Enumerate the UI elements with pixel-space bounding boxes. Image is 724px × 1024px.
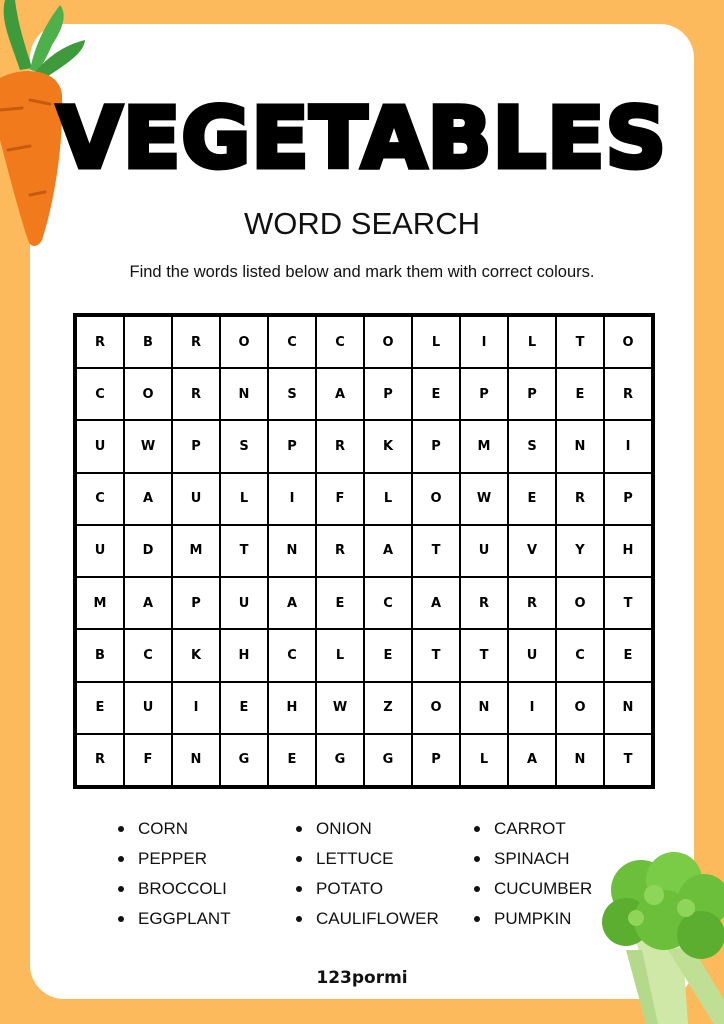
grid-cell[interactable]: F: [124, 734, 172, 786]
grid-cell[interactable]: W: [460, 473, 508, 525]
grid-cell[interactable]: A: [364, 525, 412, 577]
grid-cell[interactable]: U: [508, 629, 556, 681]
grid-cell[interactable]: R: [76, 316, 124, 368]
grid-cell[interactable]: R: [76, 734, 124, 786]
word-list-item: [296, 878, 474, 900]
grid-cell[interactable]: T: [460, 629, 508, 681]
grid-cell[interactable]: L: [316, 629, 364, 681]
grid-cell[interactable]: W: [316, 682, 364, 734]
grid-cell[interactable]: O: [604, 316, 652, 368]
grid-cell[interactable]: T: [220, 525, 268, 577]
grid-cell[interactable]: U: [460, 525, 508, 577]
grid-cell[interactable]: E: [316, 577, 364, 629]
grid-cell[interactable]: N: [556, 420, 604, 472]
word-list-item: [118, 908, 296, 930]
grid-cell[interactable]: E: [76, 682, 124, 734]
word-label: PEPPER: [138, 849, 207, 868]
grid-cell[interactable]: M: [76, 577, 124, 629]
word-list-item: [474, 818, 652, 840]
grid-cell[interactable]: V: [508, 525, 556, 577]
grid-cell[interactable]: Y: [556, 525, 604, 577]
grid-cell[interactable]: O: [556, 682, 604, 734]
grid-cell[interactable]: I: [268, 473, 316, 525]
grid-cell[interactable]: P: [604, 473, 652, 525]
word-label: SPINACH: [494, 849, 570, 868]
bullet-icon: [474, 856, 480, 862]
grid-cell[interactable]: R: [172, 368, 220, 420]
grid-cell[interactable]: G: [316, 734, 364, 786]
word-list-item: [296, 818, 474, 840]
grid-cell[interactable]: N: [604, 682, 652, 734]
grid-cell[interactable]: C: [76, 473, 124, 525]
grid-cell[interactable]: D: [124, 525, 172, 577]
grid-cell[interactable]: O: [412, 473, 460, 525]
grid-cell[interactable]: E: [220, 682, 268, 734]
grid-cell[interactable]: L: [412, 316, 460, 368]
grid-cell[interactable]: C: [316, 316, 364, 368]
bullet-icon: [296, 826, 302, 832]
grid-cell[interactable]: Z: [364, 682, 412, 734]
page-subtitle: WORD SEARCH: [244, 206, 480, 241]
grid-cell[interactable]: O: [220, 316, 268, 368]
grid-cell[interactable]: A: [316, 368, 364, 420]
grid-cell[interactable]: I: [508, 682, 556, 734]
grid-cell[interactable]: C: [76, 368, 124, 420]
page-title: VEGETABLES: [57, 89, 667, 187]
grid-cell[interactable]: C: [556, 629, 604, 681]
grid-cell[interactable]: L: [460, 734, 508, 786]
word-list-item: [296, 848, 474, 870]
grid-cell[interactable]: R: [460, 577, 508, 629]
grid-cell[interactable]: E: [364, 629, 412, 681]
grid-cell[interactable]: S: [268, 368, 316, 420]
grid-cell[interactable]: P: [268, 420, 316, 472]
grid-cell[interactable]: P: [412, 420, 460, 472]
grid-cell[interactable]: U: [76, 420, 124, 472]
word-list: [118, 818, 638, 930]
grid-cell[interactable]: K: [364, 420, 412, 472]
grid-cell[interactable]: E: [268, 734, 316, 786]
word-list-item: [118, 818, 296, 840]
word-label: ONION: [316, 819, 372, 838]
grid-cell[interactable]: U: [124, 682, 172, 734]
brand-logo: 123pormi: [316, 968, 408, 988]
grid-cell[interactable]: N: [460, 682, 508, 734]
grid-cell[interactable]: O: [364, 316, 412, 368]
grid-cell[interactable]: R: [556, 473, 604, 525]
bullet-icon: [296, 886, 302, 892]
grid-cell[interactable]: G: [220, 734, 268, 786]
grid-cell[interactable]: F: [316, 473, 364, 525]
grid-cell[interactable]: R: [172, 316, 220, 368]
bullet-icon: [474, 886, 480, 892]
grid-cell[interactable]: A: [268, 577, 316, 629]
grid-cell[interactable]: P: [460, 368, 508, 420]
grid-cell[interactable]: P: [412, 734, 460, 786]
word-label: CUCUMBER: [494, 879, 593, 898]
grid-cell[interactable]: P: [172, 577, 220, 629]
word-label: CAULIFLOWER: [316, 909, 439, 928]
word-label: BROCCOLI: [138, 879, 227, 898]
instructions-text: Find the words listed below and mark them with correct colours.: [129, 263, 595, 281]
grid-cell[interactable]: H: [604, 525, 652, 577]
grid-cell[interactable]: O: [556, 577, 604, 629]
grid-cell[interactable]: P: [364, 368, 412, 420]
grid-cell[interactable]: R: [316, 525, 364, 577]
bullet-icon: [296, 916, 302, 922]
grid-cell[interactable]: A: [412, 577, 460, 629]
bullet-icon: [118, 916, 124, 922]
word-label: EGGPLANT: [138, 909, 231, 928]
grid-cell[interactable]: C: [268, 629, 316, 681]
grid-cell[interactable]: R: [604, 368, 652, 420]
grid-cell[interactable]: L: [364, 473, 412, 525]
grid-cell[interactable]: N: [268, 525, 316, 577]
bullet-icon: [118, 826, 124, 832]
grid-cell[interactable]: T: [604, 577, 652, 629]
word-list-item: [118, 878, 296, 900]
bullet-icon: [474, 826, 480, 832]
grid-cell[interactable]: N: [556, 734, 604, 786]
grid-cell[interactable]: L: [508, 316, 556, 368]
grid-cell[interactable]: O: [412, 682, 460, 734]
grid-cell[interactable]: W: [124, 420, 172, 472]
grid-cell[interactable]: N: [220, 368, 268, 420]
grid-cell[interactable]: R: [316, 420, 364, 472]
word-label: CORN: [138, 819, 189, 838]
grid-cell[interactable]: U: [172, 473, 220, 525]
grid-cell[interactable]: C: [364, 577, 412, 629]
word-label: PUMPKIN: [494, 909, 572, 928]
grid-cell[interactable]: A: [124, 473, 172, 525]
grid-cell[interactable]: P: [508, 368, 556, 420]
word-label: POTATO: [316, 879, 384, 898]
word-search-grid: [73, 313, 655, 789]
grid-cell[interactable]: R: [508, 577, 556, 629]
bullet-icon: [118, 886, 124, 892]
grid-cell[interactable]: E: [556, 368, 604, 420]
grid-cell[interactable]: C: [268, 316, 316, 368]
grid-cell[interactable]: H: [268, 682, 316, 734]
grid-cell[interactable]: T: [556, 316, 604, 368]
grid-cell[interactable]: K: [172, 629, 220, 681]
grid-cell[interactable]: A: [508, 734, 556, 786]
word-label: LETTUCE: [316, 849, 394, 868]
grid-cell[interactable]: E: [508, 473, 556, 525]
grid-cell[interactable]: T: [412, 525, 460, 577]
grid-cell[interactable]: U: [76, 525, 124, 577]
grid-cell[interactable]: I: [460, 316, 508, 368]
grid-cell[interactable]: I: [604, 420, 652, 472]
bullet-icon: [118, 856, 124, 862]
grid-cell[interactable]: S: [508, 420, 556, 472]
grid-cell[interactable]: P: [172, 420, 220, 472]
grid-cell[interactable]: E: [604, 629, 652, 681]
grid-cell[interactable]: L: [220, 473, 268, 525]
grid-cell[interactable]: O: [124, 368, 172, 420]
grid-cell[interactable]: U: [220, 577, 268, 629]
grid-cell[interactable]: C: [124, 629, 172, 681]
word-list-item: [296, 908, 474, 930]
bullet-icon: [296, 856, 302, 862]
grid-cell[interactable]: G: [364, 734, 412, 786]
word-label: CARROT: [494, 819, 566, 838]
grid-cell[interactable]: M: [460, 420, 508, 472]
grid-cell[interactable]: T: [412, 629, 460, 681]
word-list-item: [118, 848, 296, 870]
grid-cell[interactable]: S: [220, 420, 268, 472]
grid-cell[interactable]: B: [76, 629, 124, 681]
bullet-icon: [474, 916, 480, 922]
grid-cell[interactable]: H: [220, 629, 268, 681]
grid-cell[interactable]: T: [604, 734, 652, 786]
grid-cell[interactable]: I: [172, 682, 220, 734]
grid-cell[interactable]: N: [172, 734, 220, 786]
grid-cell[interactable]: A: [124, 577, 172, 629]
grid-cell[interactable]: B: [124, 316, 172, 368]
grid-cell[interactable]: M: [172, 525, 220, 577]
broccoli-icon: [596, 850, 724, 1024]
grid-cell[interactable]: E: [412, 368, 460, 420]
